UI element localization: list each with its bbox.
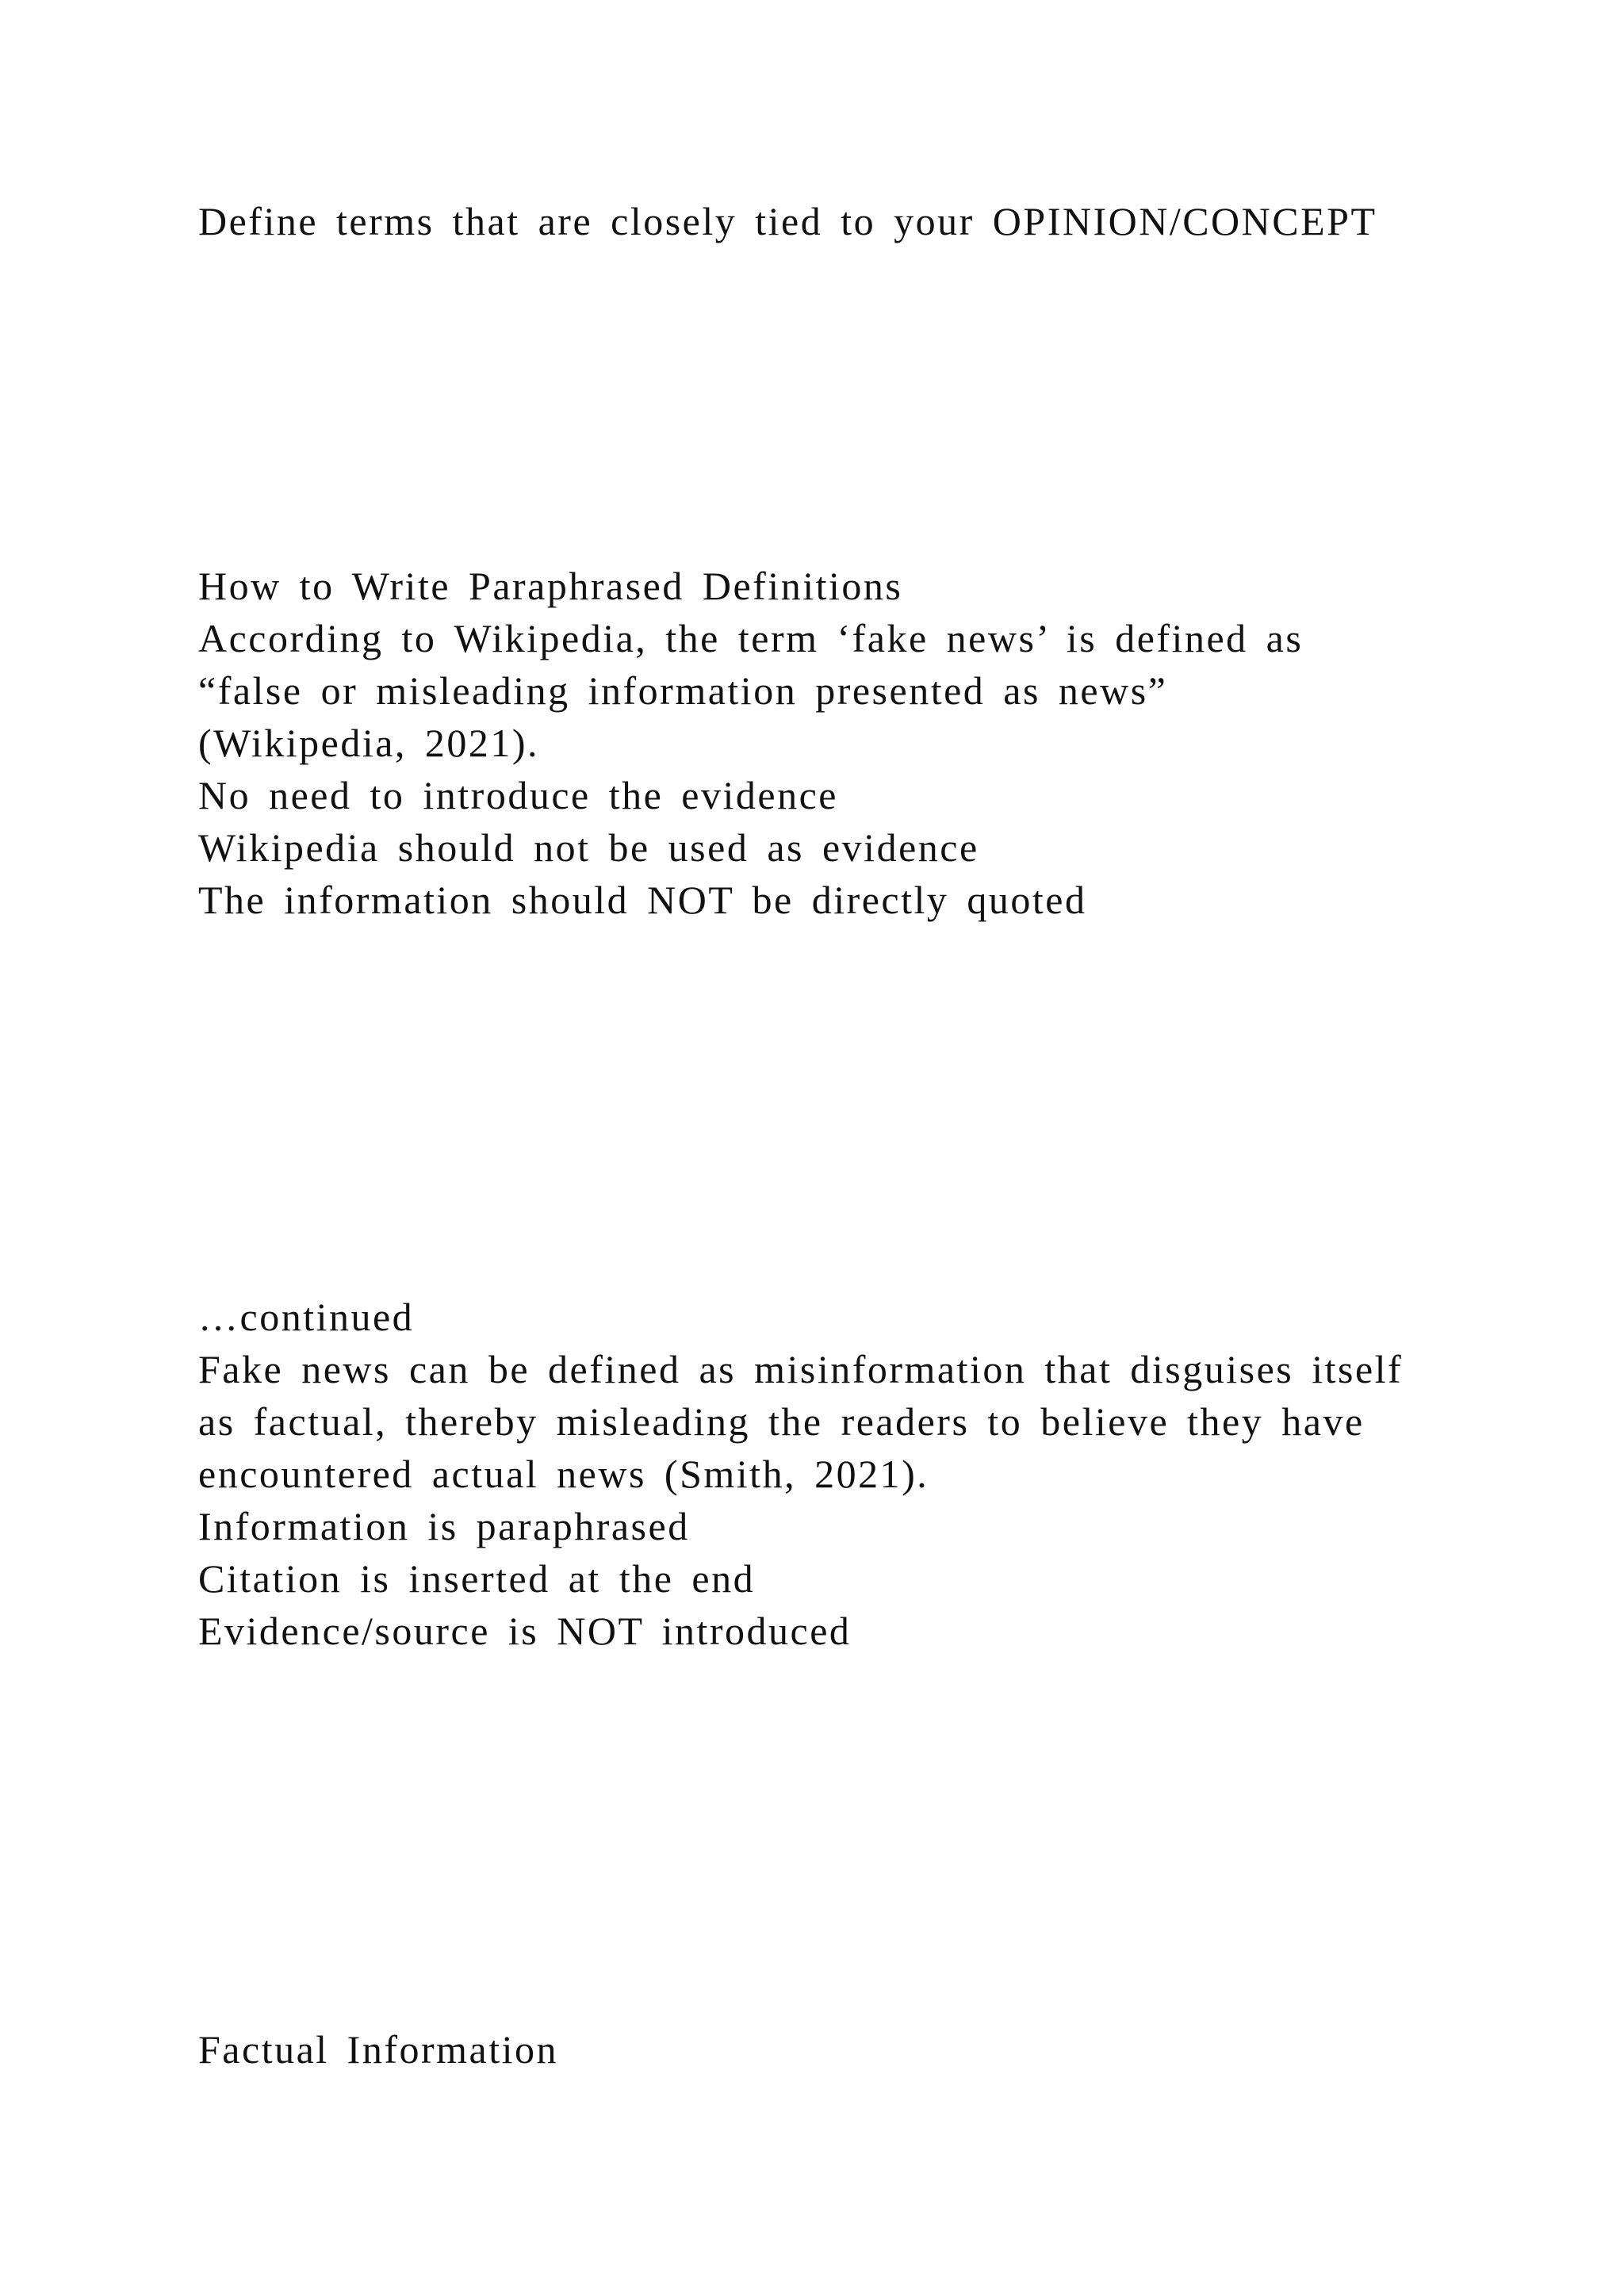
bullet-line: Evidence/source is NOT introduced (198, 1609, 852, 1653)
body-line: Fake news can be defined as misinformation that disguises itself (198, 1347, 1404, 1391)
body-line: According to Wikipedia, the term ‘fake news’ is defined as (198, 616, 1304, 660)
bullet-line: No need to introduce the evidence (198, 773, 838, 817)
bullet-line: The information should NOT be directly quoted (198, 878, 1087, 922)
body-line: as factual, thereby misleading the readers to believe they have (198, 1399, 1365, 1444)
bullet-line: Information is paraphrased (198, 1504, 690, 1548)
body-line: “false or misleading information presented as news” (198, 668, 1168, 713)
section-title: …continued (198, 1295, 415, 1339)
page-heading: Define terms that are closely tied to your OPINION/CONCEPT (198, 199, 1377, 243)
section-title: How to Write Paraphrased Definitions (198, 564, 903, 608)
body-line: (Wikipedia, 2021). (198, 721, 540, 765)
body-line: encountered actual news (Smith, 2021). (198, 1452, 929, 1496)
bullet-line: Citation is inserted at the end (198, 1556, 756, 1601)
section-title: Factual Information (198, 2027, 558, 2072)
bullet-line: Wikipedia should not be used as evidence (198, 825, 979, 870)
